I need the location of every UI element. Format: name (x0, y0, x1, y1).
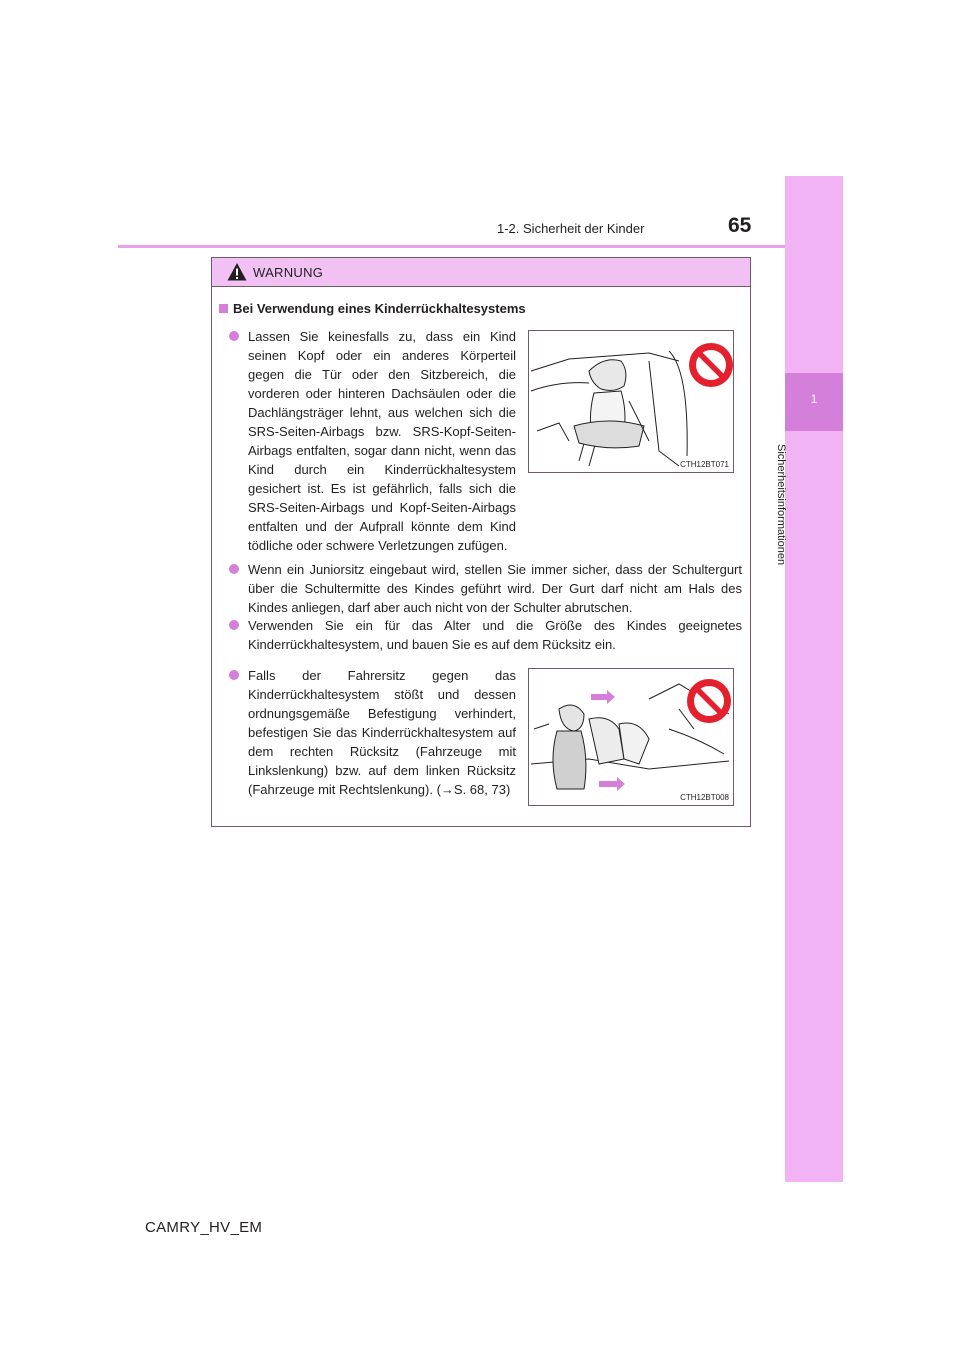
bullet-dot-icon (229, 564, 239, 574)
list-item-text: Verwenden Sie ein für das Alter und die Größe des Kindes geeignetes Kinderrückhaltesystem, und bauen Sie es auf dem Rücksitz ein. (248, 618, 742, 652)
illustration-child-booster-seat (528, 330, 734, 473)
illustration-code: CTH12BT008 (680, 793, 729, 802)
child-leaning-illustration (529, 331, 733, 472)
square-bullet-icon (219, 304, 228, 313)
list-item (229, 327, 516, 555)
warning-header (212, 258, 750, 287)
chapter-title: Sicherheitsinformationen (775, 444, 787, 566)
model-code: CAMRY_HV_EM (145, 1219, 263, 1236)
warning-title: WARNUNG (253, 264, 324, 280)
section-heading-text: Bei Verwendung eines Kinderrückhaltesystems (233, 301, 526, 316)
list-item (229, 616, 742, 654)
section-title: 1-2. Sicherheit der Kinder (497, 221, 645, 236)
chapter-tab (785, 176, 843, 1182)
list-item (229, 560, 742, 617)
list-item-text: Wenn ein Juniorsitz eingebaut wird, stellen Sie immer sicher, dass der Schultergurt über die Schultermitte des Kindes geführt wird. Der Gurt darf nicht am Hals des Kindes anliegen, darf aber auch nicht von der Schulter abrutschen. (248, 562, 742, 615)
warning-triangle-icon (227, 262, 247, 282)
illustration-code: CTH12BT071 (680, 460, 729, 469)
illustration-driver-seat-contact (528, 668, 734, 806)
bullet-dot-icon (229, 620, 239, 630)
chapter-number: 1 (810, 392, 818, 406)
list-item-text: Falls der Fahrersitz gegen das Kinderrückhaltesystem stößt und dessen ordnungsgemäße Befestigung verhindert, befestigen Sie das Kinderrückhaltesystem auf dem rechten Rücksitz (Fahrzeuge mit Linkslenkung) bzw. auf dem linken Rücksitz (Fahrzeuge mit Rechtslenkung). (→S. 68, 73) (248, 668, 516, 797)
bullet-dot-icon (229, 331, 239, 341)
warning-box (211, 257, 751, 827)
page-number: 65 (728, 214, 752, 237)
bullet-dot-icon (229, 670, 239, 680)
driver-seat-illustration (529, 669, 733, 805)
prohibition-icon (687, 679, 731, 723)
prohibition-icon (689, 343, 733, 387)
header-divider (118, 245, 785, 248)
list-item (229, 666, 516, 799)
section-heading (219, 301, 526, 316)
list-item-text: Lassen Sie keinesfalls zu, dass ein Kind seinen Kopf oder ein anderes Körperteil gegen die Tür oder den Sitzbereich, die vorderen oder hinteren Dachsäulen oder die Dachlängsträger lehnt, aus welchen sich die SRS-Seiten-Airbags bzw. SRS-Kopf-Seiten-Airbags entfalten, sogar dann nicht, wenn das Kind durch ein Kinderrückhaltesystem gesichert ist. Es ist gefährlich, falls sich die SRS-Seiten-Airbags und Kopf-Seiten-Airbags entfalten und der Aufprall könnte dem Kind tödliche oder schwere Verletzungen zufügen. (248, 329, 516, 553)
